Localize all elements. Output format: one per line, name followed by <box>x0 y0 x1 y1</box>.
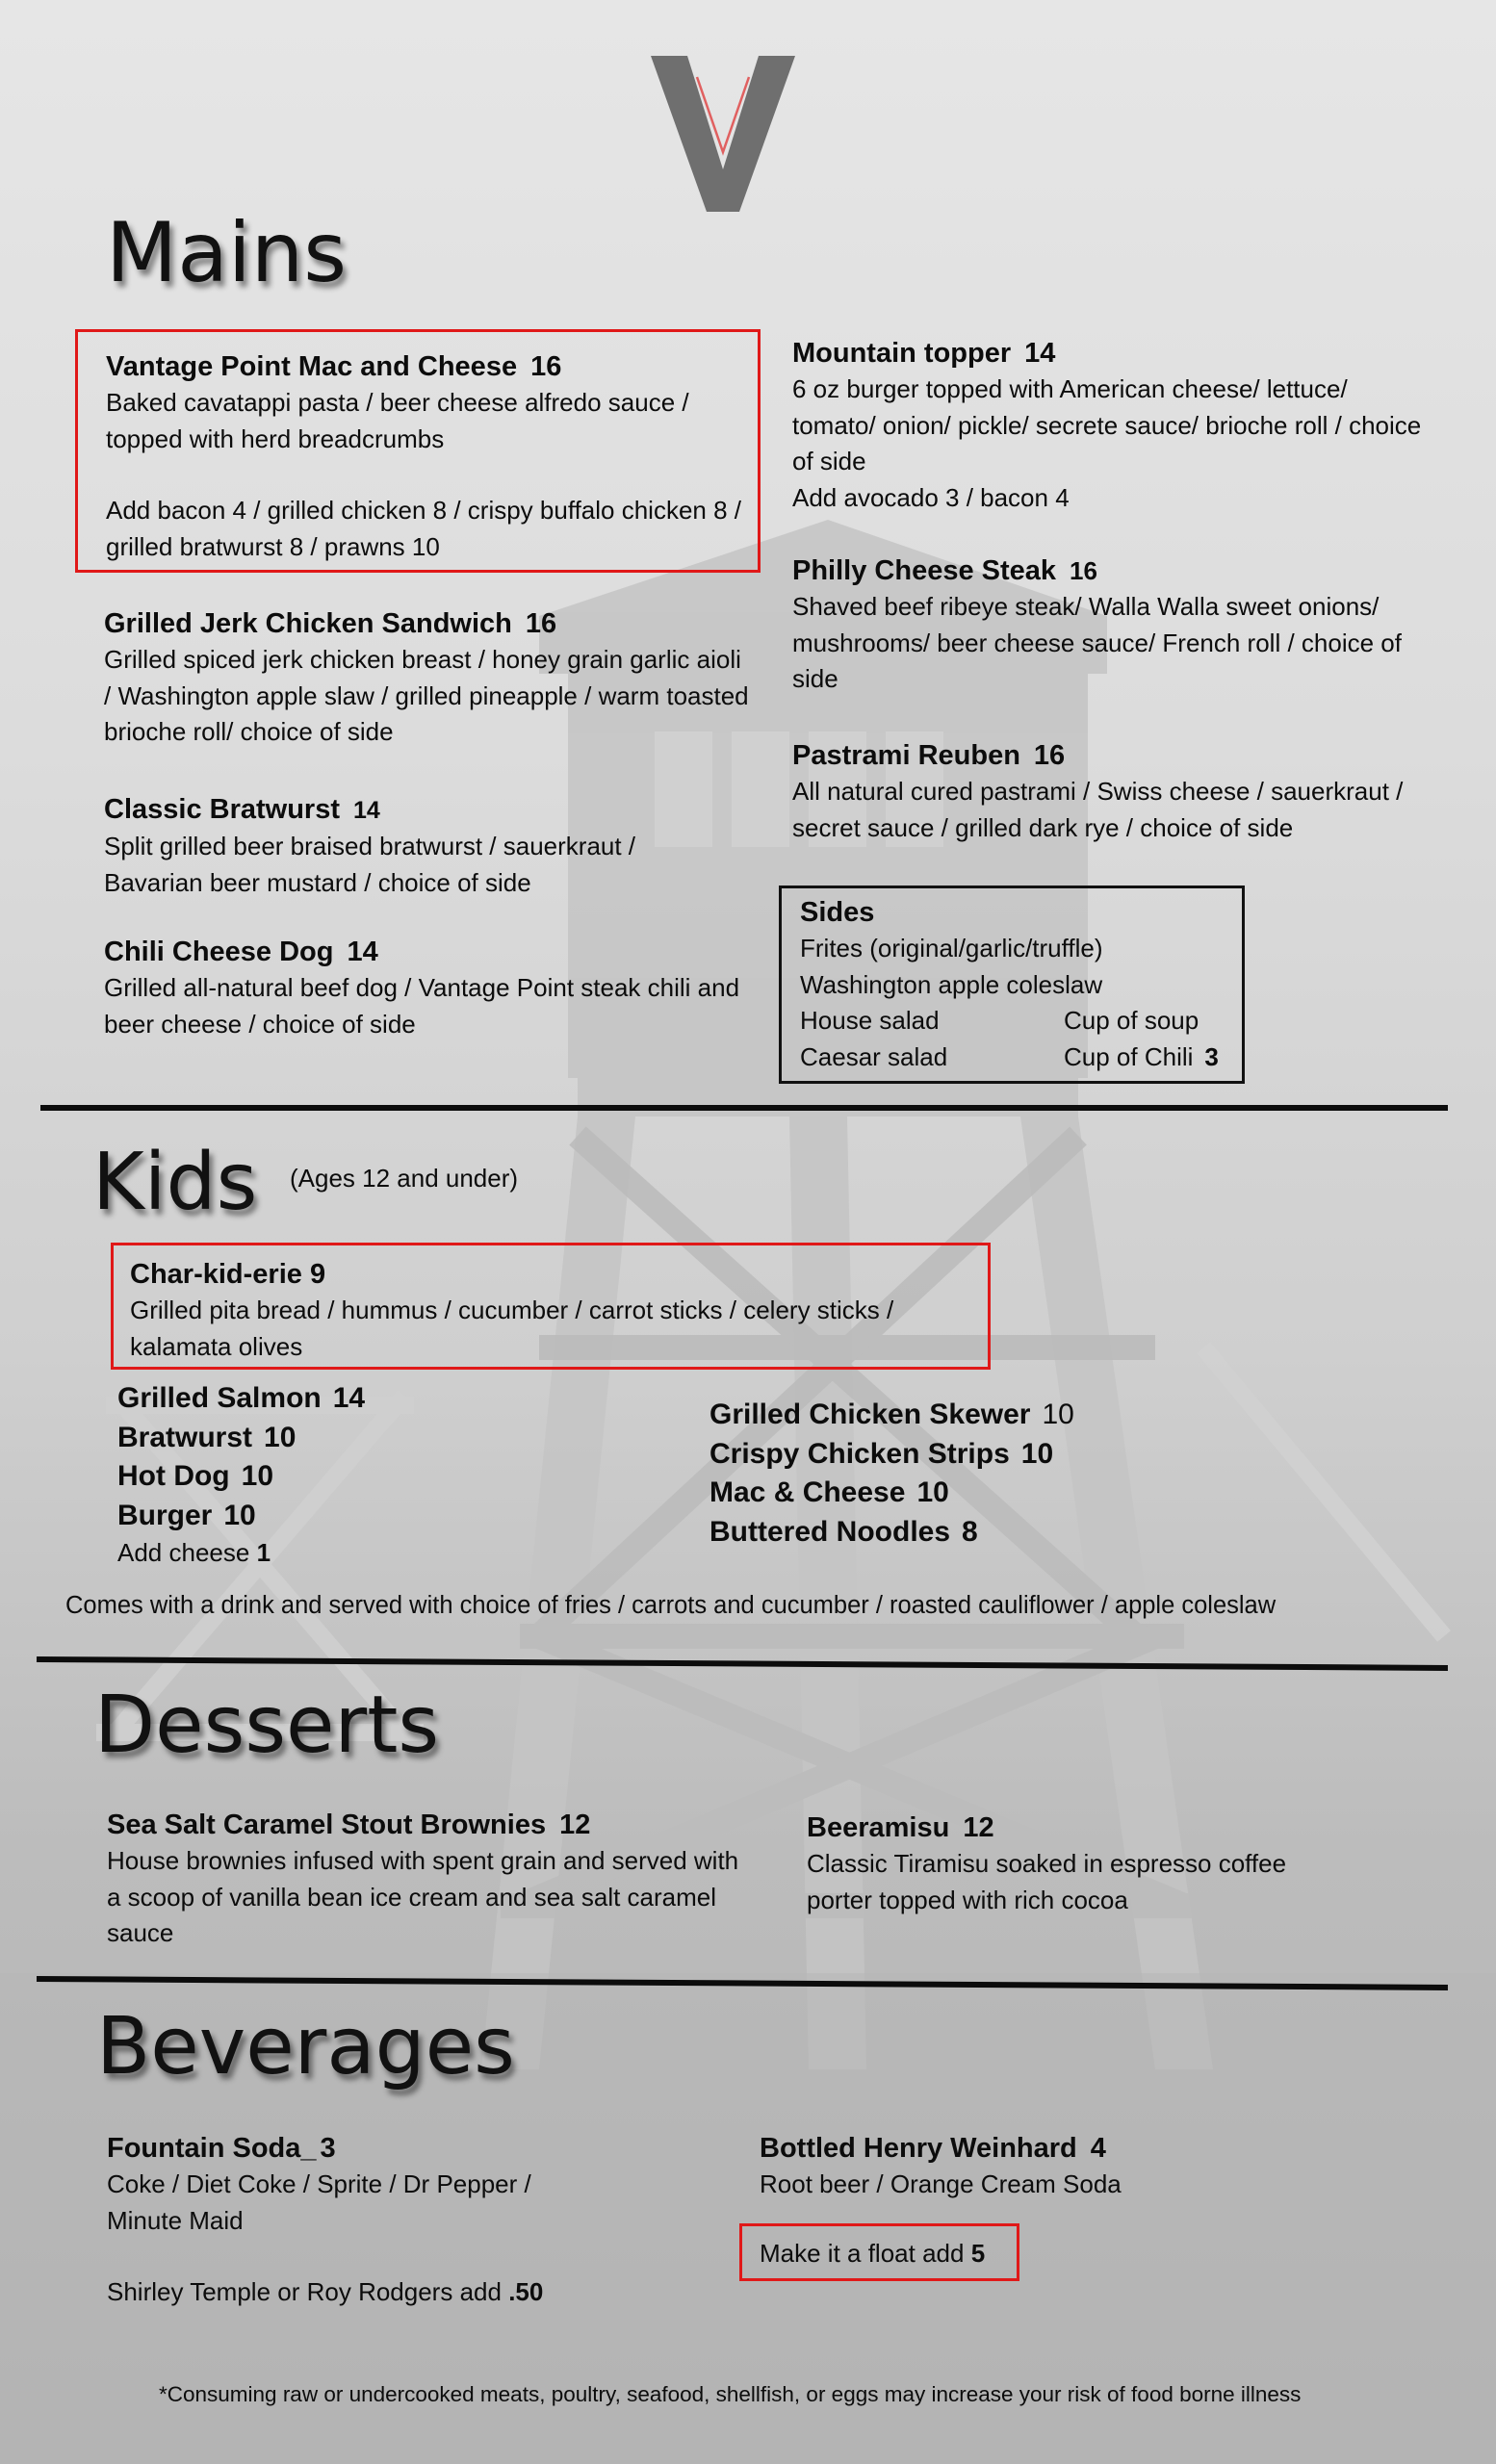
food-safety-disclaimer: *Consuming raw or undercooked meats, poultry, seafood, shellfish, or eggs may increase your risk of food borne illness <box>159 2382 1302 2406</box>
kids-heading: Kids <box>92 1137 258 1228</box>
item-title: Classic Bratwurst 14 <box>104 794 380 825</box>
kids-list-right <box>709 1396 1074 1552</box>
item-description: Root beer / Orange Cream Soda <box>760 2169 1122 2198</box>
menu-item-chili-dog <box>104 934 759 1042</box>
sides-title: Sides <box>800 897 875 928</box>
side-row: Washington apple coleslaw <box>800 969 1103 999</box>
menu-item-philly-cheese-steak <box>792 552 1447 698</box>
kids-item: Grilled Chicken Skewer 10 <box>709 1399 1074 1430</box>
item-title: Fountain Soda_ 3 <box>107 2133 336 2164</box>
beverage-addon: Shirley Temple or Roy Rodgers add .50 <box>107 2277 544 2306</box>
desserts-heading: Desserts <box>94 1680 440 1771</box>
item-description: Grilled pita bread / hummus / cucumber / carrot sticks / celery sticks / kalamata olives <box>130 1296 894 1361</box>
item-addons: Add bacon 4 / grilled chicken 8 / crispy buffalo chicken 8 / grilled bratwurst 8 / prawns 10 <box>106 496 742 561</box>
menu-item-beeramisu <box>807 1810 1384 1918</box>
item-title: Philly Cheese Steak 16 <box>792 555 1097 586</box>
item-description: Coke / Diet Coke / Sprite / Dr Pepper / Minute Maid <box>107 2169 531 2235</box>
item-title: Pastrami Reuben 16 <box>792 740 1066 771</box>
sides-price: 3 <box>1204 1041 1219 1071</box>
kids-item: Burger 10 <box>117 1499 256 1531</box>
mains-heading: Mains <box>106 205 348 301</box>
kids-sides-note: Comes with a drink and served with choice of fries / carrots and cucumber / roasted cauliflower / apple coleslaw <box>65 1592 1277 1619</box>
menu-item-jerk-chicken <box>104 605 759 751</box>
item-description: All natural cured pastrami / Swiss cheese / sauerkraut / secret sauce / grilled dark rye / choice of side <box>792 777 1404 842</box>
v-logo-icon <box>651 56 795 212</box>
kids-item: Bratwurst 10 <box>117 1421 297 1453</box>
item-title: Beeramisu 12 <box>807 1812 994 1843</box>
menu-item-brownies <box>107 1807 752 1952</box>
menu-item-henry-weinhard <box>760 2130 1337 2203</box>
item-description: Classic Tiramisu soaked in espresso coffee porter topped with rich cocoa <box>807 1849 1287 1914</box>
item-title: Sea Salt Caramel Stout Brownies 12 <box>107 1810 591 1840</box>
item-title: Bottled Henry Weinhard 4 <box>760 2133 1106 2164</box>
sides-list <box>800 894 1219 1075</box>
kids-addon: Add cheese 1 <box>117 1538 271 1567</box>
float-addon: Make it a float add 5 <box>760 2239 986 2268</box>
beverages-heading: Beverages <box>96 2001 515 2092</box>
menu-item-mountain-topper <box>792 335 1447 516</box>
item-addons: Add avocado 3 / bacon 4 <box>792 482 1070 512</box>
menu-item-char-kid-erie <box>130 1256 977 1365</box>
item-description: House brownies infused with spent grain and served with a scoop of vanilla bean ice cream and sea salt caramel sauce <box>107 1846 739 1947</box>
item-title: Char-kid-erie 9 <box>130 1259 326 1290</box>
item-description: Grilled spiced jerk chicken breast / honey grain garlic aioli / Washington apple slaw / grilled pineapple / warm toasted brioche roll/ choice of side <box>104 645 749 746</box>
kids-item: Grilled Salmon 14 <box>117 1382 366 1414</box>
item-description: Split grilled beer braised bratwurst / sauerkraut / Bavarian beer mustard / choice of side <box>104 832 636 897</box>
section-divider <box>40 1105 1448 1111</box>
item-description: 6 oz burger topped with American cheese/ lettuce/ tomato/ onion/ pickle/ secrete sauce/ brioche roll / choice of side <box>792 374 1422 475</box>
kids-item: Hot Dog 10 <box>117 1460 274 1492</box>
kids-item: Mac & Cheese 10 <box>709 1476 949 1508</box>
item-title: Vantage Point Mac and Cheese 16 <box>106 351 562 382</box>
item-title: Chili Cheese Dog 14 <box>104 937 378 967</box>
menu-item-mac-cheese <box>106 348 761 565</box>
side-row: Caesar salad Cup of Chili 3 <box>800 1040 1219 1076</box>
menu-item-fountain-soda <box>107 2130 627 2311</box>
side-row: House salad Cup of soup <box>800 1006 1199 1035</box>
item-title: Mountain topper 14 <box>792 338 1056 369</box>
item-description: Grilled all-natural beef dog / Vantage Point steak chili and beer cheese / choice of side <box>104 973 740 1039</box>
item-title: Grilled Jerk Chicken Sandwich 16 <box>104 608 557 639</box>
kids-age-note: (Ages 12 and under) <box>290 1164 519 1193</box>
kids-list-left <box>117 1379 365 1572</box>
item-description: Baked cavatappi pasta / beer cheese alfredo sauce / topped with herd breadcrumbs <box>106 388 689 453</box>
side-row: Frites (original/garlic/truffle) <box>800 934 1103 962</box>
menu-item-bratwurst <box>104 791 759 901</box>
menu-item-pastrami-reuben <box>792 737 1447 846</box>
kids-item: Crispy Chicken Strips 10 <box>709 1437 1054 1470</box>
item-description: Shaved beef ribeye steak/ Walla Walla sweet onions/ mushrooms/ beer cheese sauce/ French roll / choice of side <box>792 592 1402 693</box>
kids-item: Buttered Noodles 8 <box>709 1515 978 1548</box>
